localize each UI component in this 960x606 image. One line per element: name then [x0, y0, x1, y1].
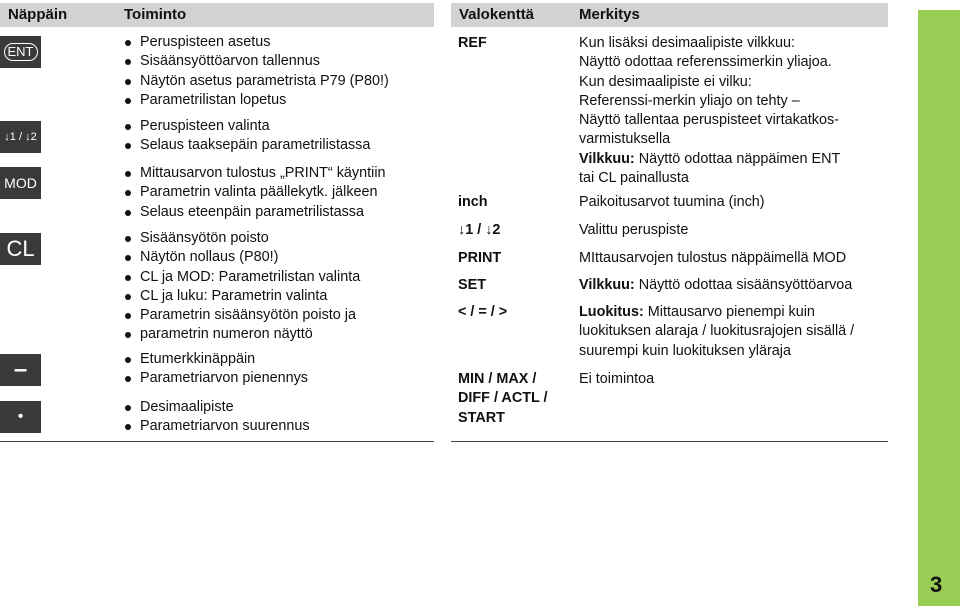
page-number: 3	[930, 572, 943, 597]
meaning-line: varmistuksella	[579, 131, 671, 148]
field-print: PRINT	[458, 250, 502, 266]
minus-key-label: –	[13, 356, 28, 383]
meaning-line	[579, 303, 854, 322]
meaning-line: Kun lisäksi desimaalipiste vilkkuu:	[579, 35, 795, 51]
meaning-set	[579, 276, 852, 295]
header-function: Toiminto	[124, 6, 187, 23]
meaning-text: Mittausarvo pienempi kuin	[647, 304, 815, 320]
meaning-line: Referenssi-merkin yliajo on tehty –	[579, 92, 800, 109]
cl-functions	[124, 229, 360, 345]
list-item: Parametrin sisäänsyötön poisto ja	[124, 306, 360, 325]
list-item: Peruspisteen valinta	[124, 117, 370, 136]
meaning-line: Näyttö tallentaa peruspisteet virtakatkos-	[579, 112, 839, 129]
list-item: Parametrilistan lopetus	[124, 91, 389, 110]
meaning-line: suurempi kuin luokituksen yläraja	[579, 342, 791, 359]
meaning-line: Kun desimaalipiste ei vilku:	[579, 73, 752, 90]
list-item: Desimaalipiste	[124, 398, 310, 417]
meaning-classification	[579, 303, 854, 361]
ent-key	[0, 36, 41, 68]
left-table-bottom-rule	[0, 441, 434, 442]
datum-select-key	[0, 121, 41, 153]
meaning-line: luokituksen alaraja / luokitusrajojen sisällä /	[579, 323, 855, 340]
meaning-line: tai CL painallusta	[579, 170, 689, 187]
decimal-point-key	[0, 401, 41, 433]
list-item: Sisäänsyötön poisto	[124, 229, 360, 248]
field-ref: REF	[458, 35, 487, 51]
blinks-label: Vilkkuu:	[579, 277, 635, 293]
cl-key-label: CL	[6, 236, 35, 261]
field-line: START	[458, 409, 505, 426]
decimal-point-key-label: •	[17, 408, 24, 425]
list-item: CL ja luku: Parametrin valinta	[124, 287, 360, 306]
mod-key-label: MOD	[4, 175, 37, 191]
list-item: CL ja MOD: Parametrilistan valinta	[124, 268, 360, 287]
right-table-bottom-rule	[451, 441, 888, 442]
field-min-max	[458, 370, 548, 428]
field-inch: inch	[458, 194, 488, 210]
list-item: Mittausarvon tulostus „PRINT“ käyntiin	[124, 164, 386, 183]
mod-functions	[124, 164, 386, 222]
datum-select-key-label: ↓1 / ↓2	[4, 131, 37, 143]
meaning-inch: Paikoitusarvot tuumina (inch)	[579, 194, 765, 210]
list-item: Sisäänsyöttöarvon tallennus	[124, 52, 389, 71]
meaning-line: Näyttö odottaa referenssimerkin yliajoa.	[579, 54, 832, 71]
header-field: Valokenttä	[459, 6, 535, 23]
header-key: Näppäin	[8, 6, 68, 23]
list-item: Parametrin valinta päällekytk. jälkeen	[124, 183, 386, 202]
meaning-datum: Valittu peruspiste	[579, 222, 689, 238]
decimal-point-functions	[124, 398, 310, 437]
meaning-ref	[579, 34, 840, 188]
meaning-print: MIttausarvojen tulostus näppäimellä MOD	[579, 250, 847, 266]
list-item: parametrin numeron näyttö	[124, 325, 360, 344]
list-item: Näytön nollaus (P80!)	[124, 248, 360, 267]
field-datum: ↓1 / ↓2	[458, 222, 501, 238]
ent-key-label: ENT	[4, 43, 38, 61]
field-line: MIN / MAX /	[458, 371, 537, 387]
field-classification: < / = / >	[458, 304, 508, 320]
blinks-label: Vilkkuu:	[579, 150, 635, 167]
meaning-text: Näyttö odottaa näppäimen ENT	[638, 150, 841, 167]
list-item: Peruspisteen asetus	[124, 33, 389, 52]
chapter-tab	[918, 10, 960, 606]
list-item: Parametriarvon pienennys	[124, 369, 308, 388]
ent-functions	[124, 33, 389, 110]
field-line: DIFF / ACTL /	[458, 390, 548, 407]
cl-key	[0, 233, 41, 265]
meaning-line	[579, 150, 840, 169]
meaning-min-max: Ei toimintoa	[579, 371, 655, 387]
meaning-text: Näyttö odottaa sisäänsyöttöarvoa	[638, 277, 853, 293]
datum-select-functions	[124, 117, 370, 156]
classification-label: Luokitus:	[579, 304, 644, 320]
minus-functions	[124, 350, 308, 389]
list-item: Parametriarvon suurennus	[124, 417, 310, 436]
header-meaning: Merkitys	[579, 6, 640, 23]
list-item: Selaus taaksepäin parametrilistassa	[124, 136, 370, 155]
minus-key	[0, 354, 41, 386]
right-table-header	[451, 3, 888, 27]
list-item: Etumerkkinäppäin	[124, 350, 308, 369]
left-table-header	[0, 3, 434, 27]
field-set: SET	[458, 277, 486, 293]
list-item: Selaus eteenpäin parametrilistassa	[124, 203, 386, 222]
list-item: Näytön asetus parametrista P79 (P80!)	[124, 72, 389, 91]
mod-key	[0, 167, 41, 199]
